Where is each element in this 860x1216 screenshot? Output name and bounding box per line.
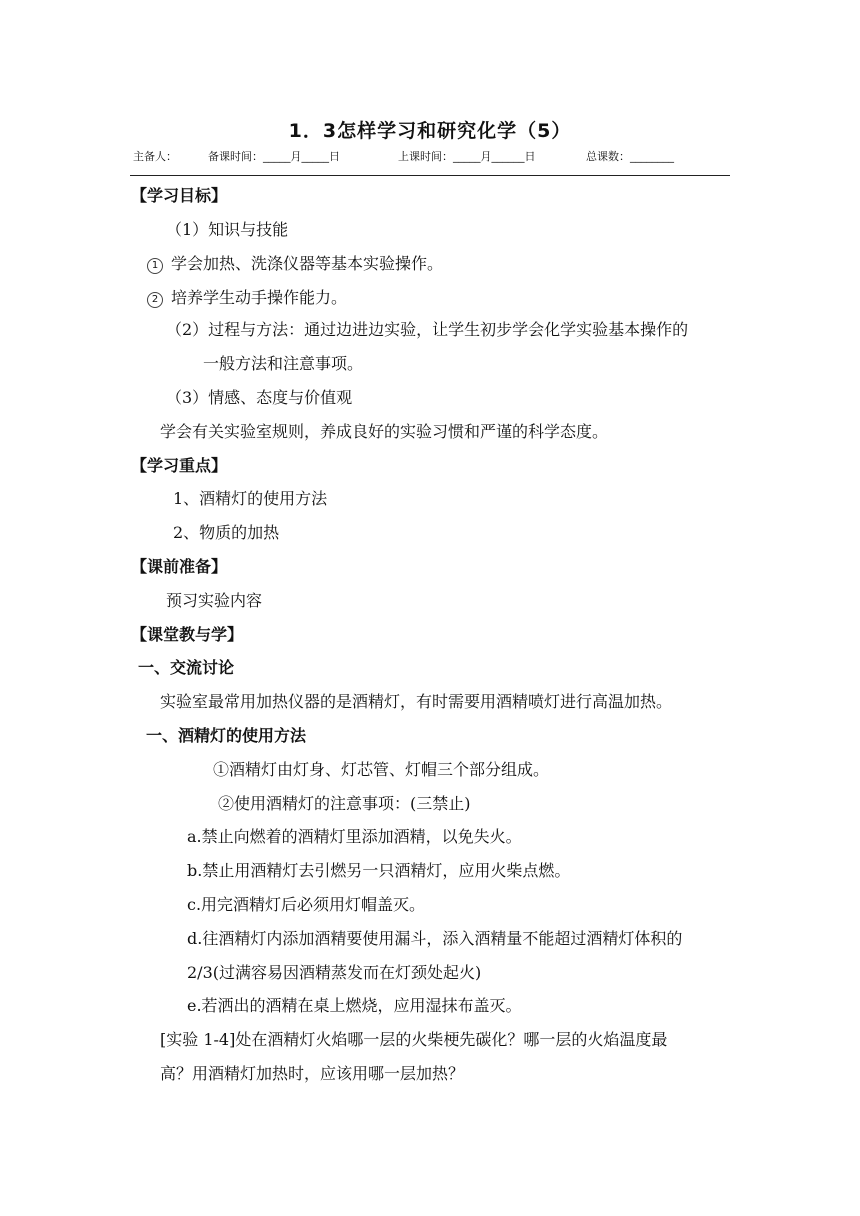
- objective-item-1: [147, 254, 443, 274]
- section2-title: 一、酒精灯的使用方法: [146, 726, 307, 745]
- experiment-line1: [实验 1-4]处在酒精灯火焰哪一层的火柴梗先碳化？哪一层的火焰温度最: [160, 1030, 668, 1049]
- rule-e: e.若洒出的酒精在桌上燃烧，应用湿抹布盖灭。: [187, 996, 522, 1015]
- objective-item-2-text: 培养学生动手操作能力。: [171, 288, 348, 307]
- header-divider: [130, 175, 730, 176]
- objectives-sub3: （3）情感、态度与价值观: [166, 388, 353, 407]
- section1-text: 实验室最常用加热仪器的是酒精灯，有时需要用酒精喷灯进行高温加热。: [160, 692, 673, 711]
- objectives-sub2-line1: （2）过程与方法：通过边进边实验，让学生初步学会化学实验基本操作的: [166, 320, 689, 339]
- objectives-heading: 【学习目标】: [131, 186, 228, 205]
- preparation-text: 预习实验内容: [166, 591, 263, 610]
- rule-b: b.禁止用酒精灯去引燃另一只酒精灯，应用火柴点燃。: [187, 861, 571, 880]
- rule-d-line1: d.往酒精灯内添加酒精要使用漏斗，添入酒精量不能超过酒精灯体积的: [187, 929, 683, 948]
- point-1: ①酒精灯由灯身、灯芯管、灯帽三个部分组成。: [213, 760, 550, 779]
- key-point-2: 2、物质的加热: [173, 523, 280, 542]
- rule-d-line2: 2/3(过满容易因酒精蒸发而在灯颈处起火): [187, 963, 482, 982]
- preparer-label: 主备人：: [133, 150, 177, 163]
- key-points-heading: 【学习重点】: [131, 456, 228, 475]
- section1-title: 一、交流讨论: [138, 658, 235, 677]
- circled-number-2: 2: [147, 292, 163, 308]
- teaching-heading: 【课堂教与学】: [131, 625, 244, 644]
- rule-c: c.用完酒精灯后必须用灯帽盖灭。: [187, 895, 426, 914]
- experiment-line2: 高？用酒精灯加热时，应该用哪一层加热？: [160, 1064, 465, 1083]
- objective-item-1-text: 学会加热、洗涤仪器等基本实验操作。: [171, 254, 444, 273]
- class-time-label: 上课时间：_____月______日: [398, 150, 536, 163]
- circled-number-1: 1: [147, 258, 163, 274]
- preparation-heading: 【课前准备】: [131, 557, 228, 576]
- rule-a: a.禁止向燃着的酒精灯里添加酒精，以免失火。: [187, 827, 522, 846]
- objectives-sub1: （1）知识与技能: [166, 220, 289, 239]
- objectives-sub2-line2: 一般方法和注意事项。: [203, 354, 364, 373]
- page-title: 1．3怎样学习和研究化学（5）: [288, 120, 572, 142]
- objectives-sub3-text: 学会有关实验室规则，养成良好的实验习惯和严谨的科学态度。: [160, 422, 609, 441]
- objective-item-2: [147, 288, 347, 308]
- point-2: ②使用酒精灯的注意事项：(三禁止): [218, 794, 471, 813]
- total-lessons-label: 总课数：________: [586, 150, 674, 163]
- prep-time-label: 备课时间：_____月_____日: [208, 150, 340, 163]
- key-point-1: 1、酒精灯的使用方法: [173, 489, 328, 508]
